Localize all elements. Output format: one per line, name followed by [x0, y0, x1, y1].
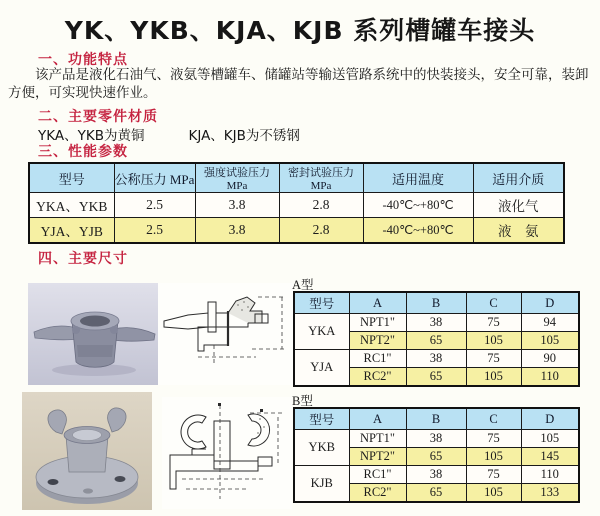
table-cell: 3.8	[195, 218, 279, 244]
dim-header-d: D	[521, 292, 579, 314]
feature-line-1: 该产品是液化石油气、液氨等槽罐车、储罐站等输送管路系统中的快装接头，安全可靠，装卸	[35, 67, 589, 83]
table-cell: 65	[406, 484, 466, 503]
table-cell: 105	[521, 332, 579, 350]
table-row	[294, 314, 579, 332]
dim-header-d: D	[521, 408, 579, 430]
table-cell: NPT1"	[349, 430, 406, 448]
dim-header-a: A	[349, 292, 406, 314]
model-cell-yka: YKA	[294, 314, 349, 350]
table-cell: 3.8	[195, 193, 279, 218]
table-cell: 105	[466, 484, 521, 503]
table-cell: 110	[521, 368, 579, 387]
table-cell: 75	[466, 314, 521, 332]
table-cell: NPT2"	[349, 448, 406, 466]
table-cell: RC2"	[349, 368, 406, 387]
dim-header-b: B	[406, 292, 466, 314]
table-cell: YJA、YJB	[29, 218, 114, 244]
table-cell: 液化气	[473, 193, 564, 218]
table-cell: RC1"	[349, 350, 406, 368]
dim-header-model: 型号	[294, 408, 349, 430]
table-cell: 75	[466, 430, 521, 448]
dim-header-b: B	[406, 408, 466, 430]
table-cell: 65	[406, 448, 466, 466]
table-cell: -40℃~+80℃	[363, 193, 473, 218]
table-cell: -40℃~+80℃	[363, 218, 473, 244]
table-cell: 75	[466, 350, 521, 368]
table-cell: 38	[406, 466, 466, 484]
performance-row-yja	[29, 218, 564, 244]
table-row	[294, 430, 579, 448]
table-cell: 110	[521, 466, 579, 484]
type-a-label: A型	[292, 278, 314, 292]
model-cell-ykb: YKB	[294, 430, 349, 466]
table-cell: 105	[466, 368, 521, 387]
table-cell: 65	[406, 368, 466, 387]
table-cell: NPT2"	[349, 332, 406, 350]
table-cell: 90	[521, 350, 579, 368]
table-cell: 105	[466, 332, 521, 350]
type-a-header-row	[294, 292, 579, 314]
performance-row-yka	[29, 193, 564, 218]
performance-table	[28, 162, 565, 244]
table-row	[294, 350, 579, 368]
perf-header-strength-test: 强度试验压力MPa	[195, 163, 279, 193]
perf-header-nominal-pressure: 公称压力 MPa	[114, 163, 195, 193]
material-stainless: KJA、KJB为不锈钢	[188, 128, 300, 144]
dim-header-a: A	[349, 408, 406, 430]
table-cell: 105	[521, 430, 579, 448]
section-heading-features: 一、功能特点	[38, 52, 128, 68]
table-cell: 2.8	[279, 193, 363, 218]
dim-header-model: 型号	[294, 292, 349, 314]
table-cell: YKA、YKB	[29, 193, 114, 218]
page-title: YK、YKB、KJA、KJB 系列槽罐车接头	[64, 16, 536, 45]
type-a-dimension-table	[293, 291, 580, 387]
feature-line-2: 方便，可实现快速作业。	[8, 85, 157, 101]
perf-header-temperature: 适用温度	[363, 163, 473, 193]
table-cell: 38	[406, 314, 466, 332]
table-cell: 2.8	[279, 218, 363, 244]
coupling-photo-b	[22, 392, 152, 510]
perf-header-model: 型号	[29, 163, 114, 193]
type-a-section-drawing	[158, 283, 293, 385]
table-cell: RC2"	[349, 484, 406, 503]
section-heading-materials: 二、主要零件材质	[38, 109, 158, 125]
table-cell: 2.5	[114, 218, 195, 244]
perf-header-media: 适用介质	[473, 163, 564, 193]
type-b-header-row	[294, 408, 579, 430]
section-heading-dimensions: 四、主要尺寸	[38, 251, 128, 267]
type-b-label: B型	[292, 394, 313, 408]
type-b-section-drawing	[162, 397, 292, 509]
table-cell: 38	[406, 430, 466, 448]
table-cell: RC1"	[349, 466, 406, 484]
material-brass: YKA、YKB为黄铜	[38, 128, 145, 144]
model-cell-kjb: KJB	[294, 466, 349, 503]
dim-header-c: C	[466, 408, 521, 430]
table-cell: 133	[521, 484, 579, 503]
section-heading-performance: 三、性能参数	[38, 144, 128, 160]
perf-header-seal-test: 密封试验压力MPa	[279, 163, 363, 193]
type-b-dimension-table	[293, 407, 580, 503]
table-cell: 145	[521, 448, 579, 466]
coupling-photo-a	[28, 283, 161, 385]
table-cell: 105	[466, 448, 521, 466]
table-row	[294, 466, 579, 484]
table-cell: NPT1"	[349, 314, 406, 332]
table-cell: 65	[406, 332, 466, 350]
feature-paragraph	[8, 66, 596, 102]
table-cell: 2.5	[114, 193, 195, 218]
dim-header-c: C	[466, 292, 521, 314]
performance-header-row	[29, 163, 564, 193]
table-cell: 75	[466, 466, 521, 484]
table-cell: 38	[406, 350, 466, 368]
table-cell: 液 氨	[473, 218, 564, 244]
model-cell-yja: YJA	[294, 350, 349, 387]
table-cell: 94	[521, 314, 579, 332]
